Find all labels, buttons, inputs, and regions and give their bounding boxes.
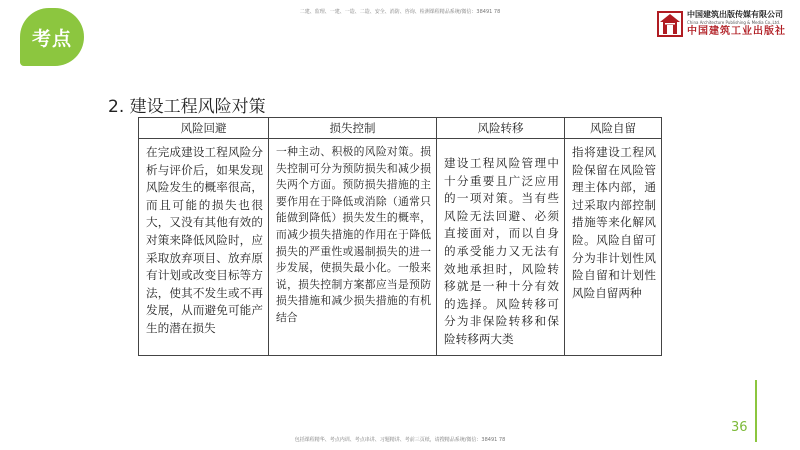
publisher-logo-block [657, 10, 786, 38]
table-row [139, 139, 662, 356]
cell-risk-avoidance [139, 139, 269, 356]
page-title: 2. 建设工程风险对策 [108, 97, 266, 117]
cell-text-risk-avoidance: 在完成建设工程风险分析与评价后，如果发现风险发生的概率很高，而且可能的损失也很大，又没有其他有效的对策来降低风险时，应采取放弃项目、放弃原有计划或改变目标等方法，使其不发生或不再发展，从而避免可能产生的潜在损失 [146, 145, 263, 335]
publisher-english-name: China Architecture Publishing & Media Co.,Ltd. [687, 20, 781, 25]
publisher-logo-icon [657, 11, 683, 37]
cell-text-risk-transfer: 建设工程风险管理中十分重要且广泛应用的一项对策。当有些风险无法回避、必须直接面对，而以自身的承受能力又无法有效地承担时，风险转移就是一种十分有效的选择。风险转移可分为非保险转移和保险转移两大类 [444, 156, 559, 346]
cell-risk-transfer [437, 139, 565, 356]
cell-loss-control [269, 139, 437, 356]
cell-text-risk-retention: 指将建设工程风险保留在风险管理主体内部，通过采取内部控制措施等来化解风险。风险自留可分为非计划性风险自留和计划性风险自留两种 [572, 145, 656, 300]
column-header-risk-avoidance: 风险回避 [139, 118, 269, 139]
column-header-risk-retention: 风险自留 [565, 118, 662, 139]
publisher-name: 中国建筑出版传媒有限公司 [687, 10, 783, 19]
page-number: 36 [731, 420, 748, 435]
top-note: 二建、监理、一建、一造、二造、安全、消防、咨询、检测课程精品系统/微信：38491 78 [299, 9, 501, 15]
topic-badge: 考点 [20, 8, 84, 66]
column-header-loss-control: 损失控制 [269, 118, 437, 139]
table-header-row [139, 118, 662, 139]
publisher-chinese-name: 中国建筑工业出版社 [687, 26, 786, 37]
column-header-risk-transfer: 风险转移 [437, 118, 565, 139]
bottom-note: 包括课程精华、考点内训、考点串讲、习题精讲、考前三页纸，请搜精品系统/微信：38491 78 [294, 437, 506, 443]
decorative-accent-line [755, 380, 757, 442]
risk-response-table [138, 117, 662, 356]
cell-text-loss-control: 一种主动、积极的风险对策。损失控制可分为预防损失和减少损失两个方面。预防损失措施的主要作用在于降低或消除（通常只能做到降低）损失发生的概率，而减少损失措施的作用在于降低损失的严重性或遏制损失的进一步发展，使损失最小化。一般来说，损失控制方案都应当是预防损失措施和减少损失措施的有机结合 [276, 145, 431, 324]
cell-risk-retention [565, 139, 662, 356]
